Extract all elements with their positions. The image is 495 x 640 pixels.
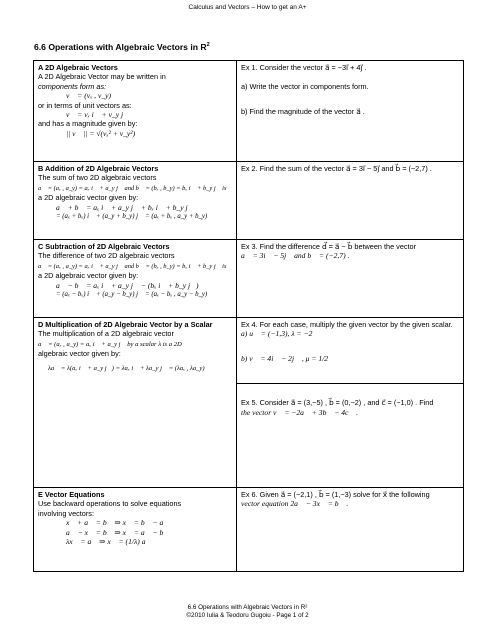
section-b-line2: a 2D algebraic vector given by: [38,193,139,203]
section-c-cell [34,240,237,318]
section-c-eq2: a⃗ − b⃗ = aₓ i⃗ + a_y j⃗ − (bₓ i⃗ + b_y j⃗) [56,280,199,290]
section-c-line2: a 2D algebraic vector given by: [38,271,139,281]
section-e-eq2: a⃗ − x⃗ = b⃗ ⇒ x⃗ = a⃗ − b⃗ [66,527,170,537]
section-c-eq3: = (aₓ − bₓ) i⃗ + (a_y − b_y) j⃗ = (aₓ − bₓ , a_y − b_y) [56,291,208,299]
ex5-block [237,383,463,417]
ex1-cell [237,61,464,162]
section-e-heading: E Vector Equations [38,490,105,499]
row-d [34,318,464,488]
ex2-text: Ex 2. Find the sum of the vector a⃗ = 3i⃗ − 5j⃗ and b⃗ = (−2,7) . [241,164,432,173]
ex5-text: Ex 5. Consider a⃗ = (3,−5) , b⃗ = (0,−2) , and c⃗ = (−1,0) . Find [241,398,434,408]
section-c-heading: C Subtraction of 2D Algebraic Vectors [38,242,170,251]
ex3-text2: a⃗ = 3i⃗ − 5j⃗ and b⃗ = (−2,7) . [241,251,350,261]
running-header: Calculus and Vectors – How to get an A+ [188,4,307,11]
section-a-heading: A 2D Algebraic Vectors [38,63,118,72]
ex6-text2: vector equation 2a⃗ − 3x⃗ = b⃗ . [241,499,349,509]
ex4-part-a: a) u⃗ = (−1,3), λ = −2 [241,329,313,339]
section-a-eq1: v⃗ = (vₓ , v_y) [66,91,112,101]
section-e-eq3: λx⃗ = a⃗ ⇒ x⃗ = (1/λ) a⃗ [66,537,152,547]
section-b-eq1: a⃗ = (aₓ , a_y) = aₓ i⃗ + a_y j⃗ and b⃗ = (bₓ , b_y) = bₓ i⃗ + b_y j⃗ is [38,184,227,192]
section-c-line1: The difference of two 2D algebraic vectors [38,251,175,261]
ex1-part-b: b) Find the magnitude of the vector a⃗ . [241,106,365,116]
section-d-eq2: λa⃗ = λ(aₓ i⃗ + a_y j⃗) = λaₓ i⃗ + λa_y j⃗ = (λaₓ , λa_y) [48,364,205,372]
ex6-cell [237,488,464,572]
section-d-line1: The multiplication of a 2D algebraic vector [38,329,174,339]
section-d-heading: D Multiplication of 2D Algebraic Vector by a Scalar [38,320,213,329]
section-b-eq2: a⃗ + b⃗ = aₓ i⃗ + a_y j⃗ + bₓ i⃗ + b_y j⃗ [56,202,194,212]
section-b-eq3: = (aₓ + bₓ) i⃗ + (a_y + b_y) j⃗ = (aₓ + bₓ , a_y + b_y) [56,213,208,221]
section-a-line1: A 2D Algebraic Vector may be written in [38,72,166,82]
section-a-line4: and has a magnitude given by: [38,119,138,129]
section-a-cell [34,61,237,162]
row-a [34,61,464,162]
section-b-line1: The sum of two 2D algebraic vectors [38,173,157,183]
ex2-cell [237,162,464,240]
row-e [34,488,464,572]
section-d-eq1: a⃗ = (aₓ , a_y) = aₓ i⃗ + a_y j⃗ by a scalar λ is a 2D [38,340,182,348]
section-a-line2: components form as: [38,81,107,91]
ex4-part-b: b) v⃗ = 4i⃗ − 2j⃗ , μ = 1/2 [241,353,329,363]
section-c-eq1: a⃗ = (aₓ , a_y) = aₓ i⃗ + a_y j⃗ and b⃗ = (bₓ , b_y) = bₓ i⃗ + b_y j⃗ is [38,262,227,270]
row-b [34,162,464,240]
ex3-text: Ex 3. Find the difference d⃗ = a⃗ − b⃗ between the vector [241,242,417,251]
footer-line2: ©2010 Iulia & Teodoru Gugoiu - Page 1 of 2 [186,612,309,620]
ex5-text2: the vector v⃗ = −2a⃗ + 3b⃗ − 4c⃗ . [241,407,359,417]
content-table [33,60,464,572]
footer-line1: 6.6 Operations with Algebraic Vectors in R² [187,604,308,611]
section-a-eq3: || v⃗ || = √(vₓ² + v_y²) [66,128,136,138]
section-e-eq1: x⃗ + a⃗ = b⃗ ⇒ x⃗ = b⃗ − a⃗ [66,518,170,528]
section-e-line2: involving vectors: [38,508,94,518]
section-d-cell [34,318,237,488]
section-title: 6.6 Operations with Algebraic Vectors in $R^2$ [34,42,210,52]
ex1-part-a: a) Write the vector in components form. [241,82,369,92]
row-c [34,240,464,318]
ex4-text: Ex 4. For each case, multiply the given vector by the given scalar. [241,320,453,329]
section-a-eq2: v⃗ = vₓ i⃗ + v_y j⃗ [66,110,130,120]
section-b-heading: B Addition of 2D Algebraic Vectors [38,164,159,173]
ex6-text: Ex 6. Given a⃗ = (−2,1) , b⃗ = (1,−3) solve for x⃗ the following [241,490,430,499]
ex4-ex5-cell [237,318,464,488]
section-d-line2: algebraic vector given by: [38,349,121,359]
section-e-cell [34,488,237,572]
section-b-cell [34,162,237,240]
section-a-line3: or in terms of unit vectors as: [38,100,132,110]
ex3-cell [237,240,464,318]
section-e-line1: Use backward operations to solve equations [38,499,182,509]
page-footer [0,604,495,620]
ex1-text: Ex 1. Consider the vector a⃗ = −3i⃗ + 4j⃗ . [241,63,367,72]
